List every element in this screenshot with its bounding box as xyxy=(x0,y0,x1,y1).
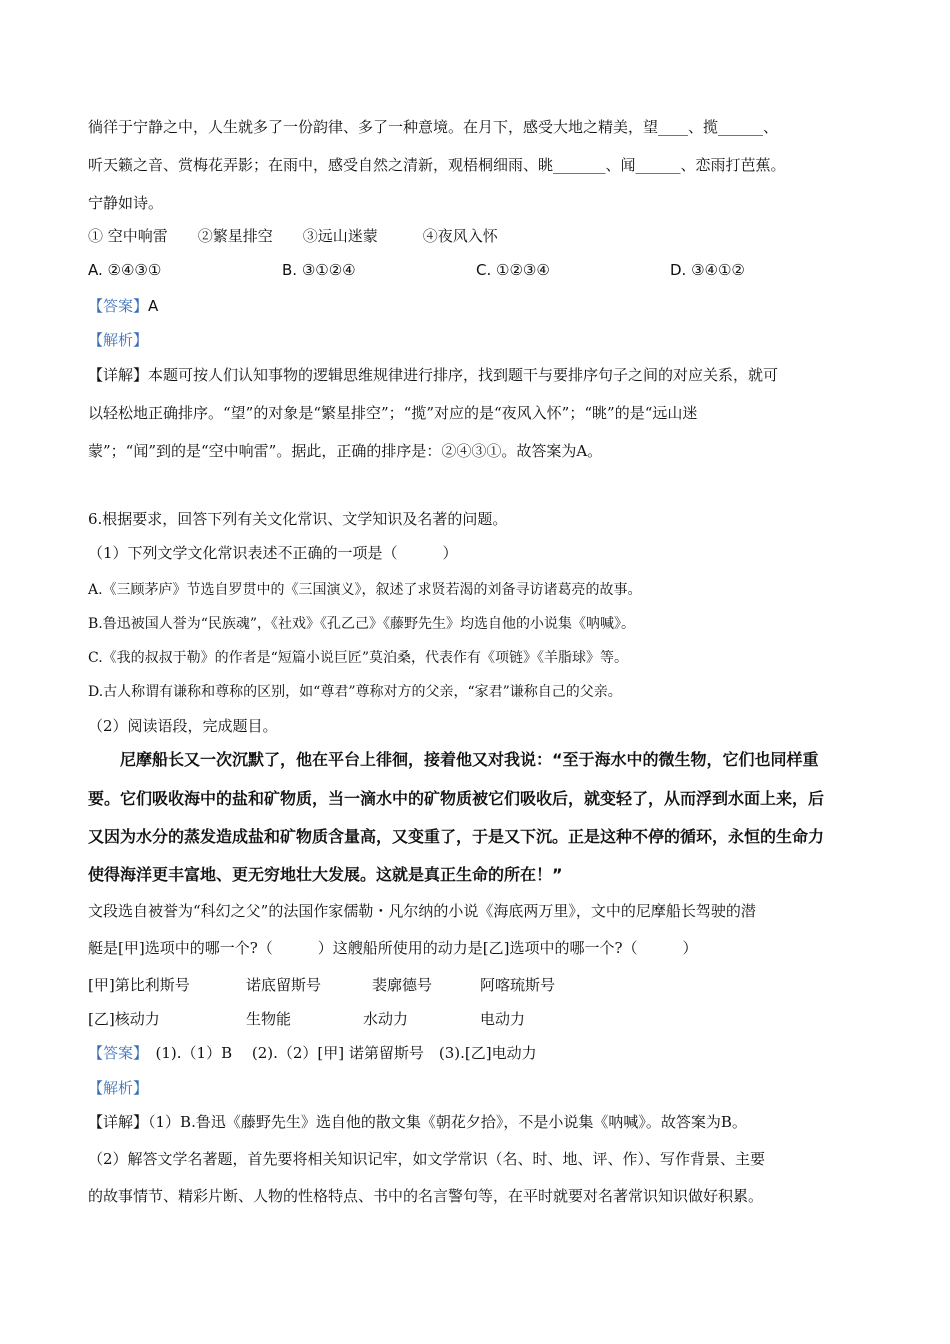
q6-choice-d: D.古人称谓有谦称和尊称的区别，如“尊君”尊称对方的父亲，“家君”谦称自己的父亲。 xyxy=(88,684,622,700)
q5-option-d: D. ③④①② xyxy=(670,261,745,279)
q5-answer xyxy=(88,296,158,316)
q6-detail-3: 的故事情节、精彩片断、人物的性格特点、书中的名言警句等，在平时就要对名著常识知识做好积累。 xyxy=(88,1187,764,1205)
passage-line-1: 尼摩船长又一次沉默了，他在平台上徘徊，接着他又对我说：“至于海水中的微生物，它们也同样重 xyxy=(88,750,819,769)
q5-detail-line-3: 蒙”；“闻”到的是“空中响雷”。据此，正确的排序是：②④③①。故答案为A。 xyxy=(88,442,603,460)
detail-tag: 【详解】 xyxy=(88,366,149,384)
answer-tag: 【答案】 xyxy=(88,1044,141,1062)
q6-detail-2: （2）解答文学名著题，首先要将相关知识记牢，如文学常识（名、时、地、评、作）、写作背景、主要 xyxy=(88,1150,766,1168)
passage-line-4: 使得海洋更丰富地、更无穷地壮大发展。这就是真正生命的所在！” xyxy=(88,865,563,884)
q5-option-c: C. ①②③④ xyxy=(476,261,550,279)
q6-choice-c: C.《我的叔叔于勒》的作者是“短篇小说巨匠”莫泊桑，代表作有《项链》《羊脂球》等。 xyxy=(88,650,628,666)
q5-items: ① 空中响雷 ②繁星排空 ③远山迷蒙 ④夜风入怀 xyxy=(88,227,498,245)
q5-option-a: A. ②④③① xyxy=(88,261,162,279)
yi-option-4: 电动力 xyxy=(480,1010,526,1028)
q6-context-2: 艇是[甲]选项中的哪一个?（ ）这艘船所使用的动力是[乙]选项中的哪一个?（ ） xyxy=(88,939,698,957)
answer-value: A xyxy=(148,297,159,315)
q6-sub-1: （1）下列文学文化常识表述不正确的一项是（ ） xyxy=(88,544,458,562)
q5-line-2: 听天籁之音、赏梅花弄影；在雨中，感受自然之清新，观梧桐细雨、眺_______、闻______、恋雨打芭蕉。 xyxy=(88,156,786,174)
detail-text: 本题可按人们认知事物的逻辑思维规律进行排序，找到题干与要排序句子之间的对应关系，就可 xyxy=(148,366,779,384)
q5-analysis-tag: 【解析】 xyxy=(88,331,149,349)
q5-line-1: 徜徉于宁静之中，人生就多了一份韵律、多了一种意境。在月下，感受大地之精美，望____、揽______、 xyxy=(88,118,779,136)
yi-option-3: 水动力 xyxy=(363,1010,409,1028)
q6-analysis-tag: 【解析】 xyxy=(88,1079,149,1097)
q5-option-b: B. ③①②④ xyxy=(282,261,356,279)
answer-value: (1).（1）B (2).（2）[甲] 诺第留斯号 (3).[乙]电动力 xyxy=(140,1044,537,1062)
q5-detail-line-2: 以轻松地正确排序。“望”的对象是“繁星排空”；“揽”对应的是“夜风入怀”；“眺”的是“远山迷 xyxy=(88,404,698,422)
detail-tag: 【详解】 xyxy=(88,1113,149,1131)
jia-option-1: [甲]第比利斯号 xyxy=(88,976,190,994)
detail-text: （1）B.鲁迅《藤野先生》选自他的散文集《朝花夕拾》，不是小说集《呐喊》。故答案为B。 xyxy=(148,1113,747,1131)
yi-option-2: 生物能 xyxy=(246,1010,292,1028)
jia-option-4: 阿喀琉斯号 xyxy=(480,976,556,994)
q5-line-3: 宁静如诗。 xyxy=(88,194,164,212)
jia-option-2: 诺底留斯号 xyxy=(246,976,322,994)
passage-line-2: 要。它们吸收海中的盐和矿物质，当一滴水中的矿物质被它们吸收后，就变轻了，从而浮到水面上来，后 xyxy=(88,789,825,808)
q6-choice-b: B.鲁迅被国人誉为“民族魂”，《社戏》《孔乙己》《藤野先生》均选自他的小说集《呐喊》。 xyxy=(88,616,636,632)
q6-title: 6.根据要求，回答下列有关文化常识、文学知识及名著的问题。 xyxy=(88,510,508,528)
passage-line-3: 又因为水分的蒸发造成盐和矿物质含量高，又变重了，于是又下沉。正是这种不停的循环，永恒的生命力 xyxy=(88,827,825,846)
q5-detail-line-1 xyxy=(88,365,778,385)
yi-option-1: [乙]核动力 xyxy=(88,1010,160,1028)
q6-context-1: 文段选自被誉为“科幻之父”的法国作家儒勒・凡尔纳的小说《海底两万里》，文中的尼摩船长驾驶的潜 xyxy=(88,902,756,920)
q6-answer xyxy=(88,1043,537,1063)
q6-choice-a: A.《三顾茅庐》节选自罗贯中的《三国演义》，叙述了求贤若渴的刘备寻访诸葛亮的故事。 xyxy=(88,582,642,598)
q6-sub-2: （2）阅读语段，完成题目。 xyxy=(88,717,278,735)
jia-option-3: 裴廓德号 xyxy=(372,976,433,994)
q6-detail-1 xyxy=(88,1112,747,1132)
answer-tag: 【答案】 xyxy=(88,297,149,315)
